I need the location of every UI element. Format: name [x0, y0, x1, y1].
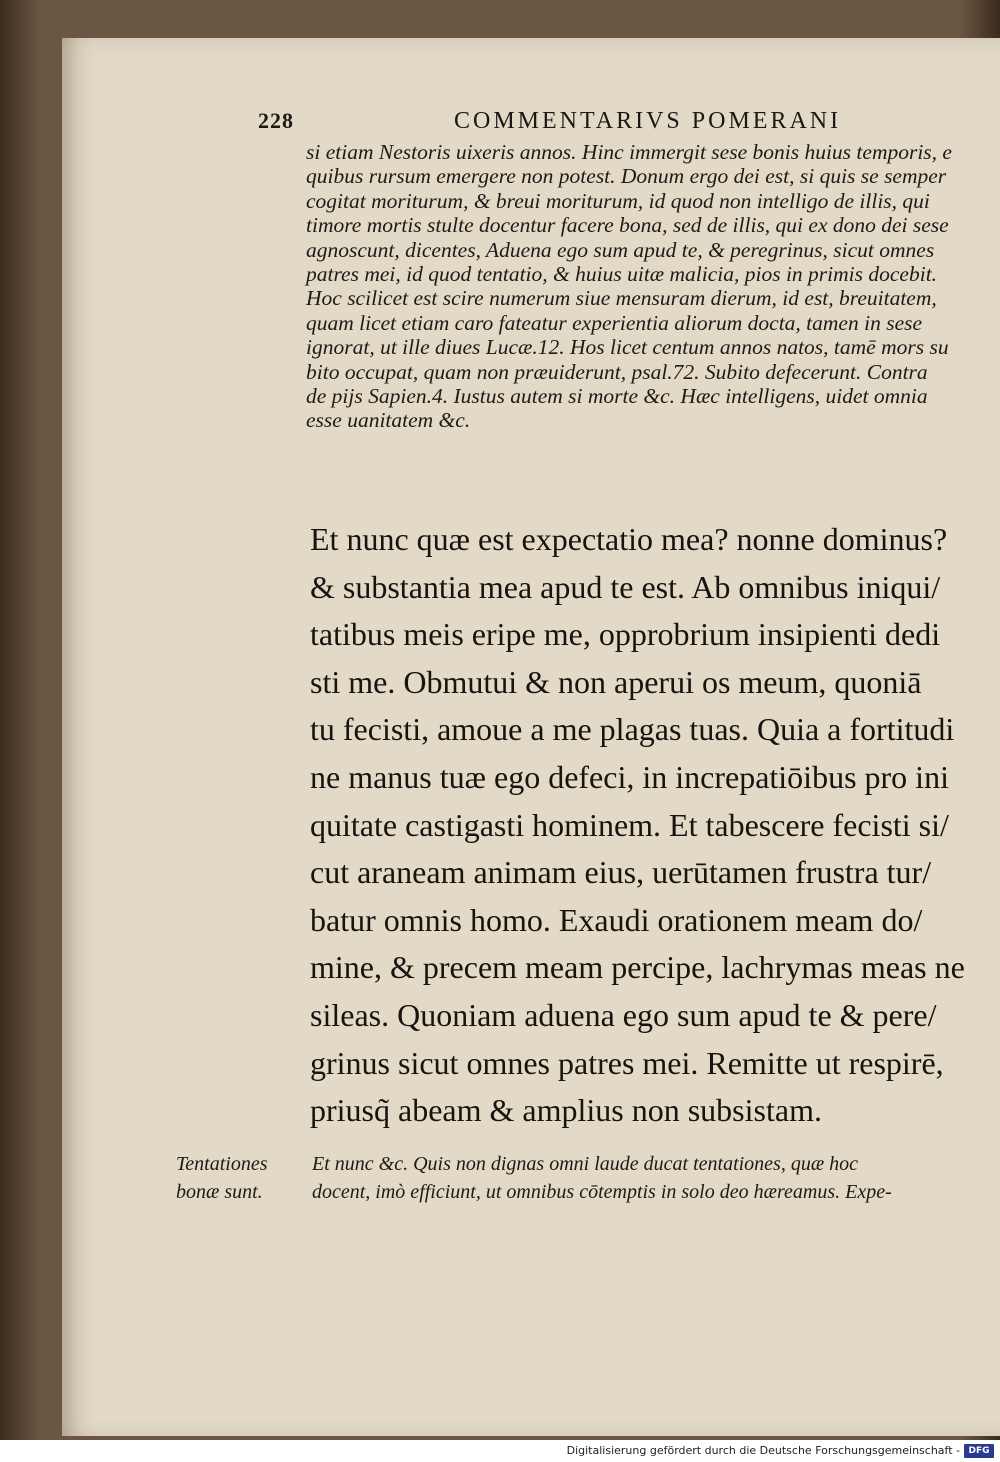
commentary-line: si etiam Nestoris uixeris annos. Hinc immergit sese bonis huius temporis, e	[306, 140, 952, 164]
verse-line: sti me. Obmutui & non aperui os meum, quoniā	[310, 663, 922, 700]
verse-line: grinus sicut omnes patres mei. Remitte ut respirē,	[310, 1044, 944, 1081]
verse-line: sileas. Quoniam aduena ego sum apud te & pere/	[310, 996, 937, 1033]
commentary-text	[306, 140, 970, 433]
page-header	[258, 108, 978, 142]
dfg-logo-icon: DFG	[964, 1444, 994, 1458]
running-title: COMMENTARIVS POMERANI	[454, 108, 842, 134]
psalm-verse-text	[310, 516, 970, 1135]
commentary-line: agnoscunt, dicentes, Aduena ego sum apud te, & peregrinus, sicut omnes	[306, 237, 935, 262]
commentary-line: de pijs Sapien.4. Iustus autem si morte &c. Hæc intelligens, uidet omnia	[306, 383, 928, 408]
verse-line: batur omnis homo. Exaudi orationem meam do/	[310, 901, 923, 938]
verse-line: ne manus tuæ ego defeci, in increpatiōibus pro ini	[310, 758, 949, 795]
verse-line: Et nunc quæ est expectatio mea? nonne dominus?	[310, 521, 948, 557]
verse-line: mine, & precem meam percipe, lachrymas meas ne	[310, 949, 965, 986]
margin-note	[176, 1150, 296, 1206]
commentary-line: quam licet etiam caro fateatur experientia aliorum docta, tamen in sese	[306, 310, 923, 335]
commentary-line: Hoc scilicet est scire numerum siue mensuram dierum, id est, breuitatem,	[306, 286, 937, 311]
commentary-line: bito occupat, quam non præuiderunt, psal.72. Subito defecerunt. Contra	[306, 359, 928, 384]
margin-note-line: bonæ sunt.	[176, 1181, 263, 1203]
footer-bar	[0, 1440, 1000, 1462]
page-number: 228	[258, 108, 294, 133]
margin-note-line: Tentationes	[176, 1153, 268, 1175]
funding-credit: Digitalisierung gefördert durch die Deutsche Forschungsgemeinschaft -	[566, 1444, 960, 1457]
verse-line: tatibus meis eripe me, opprobrium insipienti dedi	[310, 616, 941, 653]
gloss-text	[312, 1150, 976, 1206]
commentary-line: ignorat, ut ille diues Lucæ.12. Hos licet centum annos natos, tamē mors su	[306, 335, 949, 360]
gloss-line: Et nunc &c. Quis non dignas omni laude ducat tentationes, quæ hoc	[312, 1153, 859, 1175]
verse-line: tu fecisti, amoue a me plagas tuas. Quia a fortitudi	[310, 711, 955, 748]
gloss-line: docent, imò efficiunt, ut omnibus cōtemptis in solo deo hæreamus. Expe-	[312, 1181, 892, 1203]
commentary-line: patres mei, id quod tentatio, & huius uitæ malicia, pios in primis docebit.	[306, 261, 938, 286]
verse-line: quitate castigasti hominem. Et tabescere fecisti si/	[310, 806, 949, 843]
verse-line: cut araneam animam eius, uerūtamen frustra tur/	[310, 854, 932, 891]
verse-line: priusq̃ abeam & amplius non subsistam.	[310, 1092, 822, 1129]
verse-line: & substantia mea apud te est. Ab omnibus iniqui/	[310, 568, 941, 605]
commentary-line: esse uanitatem &c.	[306, 408, 471, 433]
commentary-line: timore mortis stulte docentur facere bona, sed de illis, qui ex dono dei sese	[306, 213, 949, 238]
commentary-line: quibus rursum emergere non potest. Donum ergo dei est, si quis se semper	[306, 164, 947, 189]
commentary-line: cogitat moriturum, & breui moriturum, id quod non intelligo de illis, qui	[306, 188, 930, 213]
